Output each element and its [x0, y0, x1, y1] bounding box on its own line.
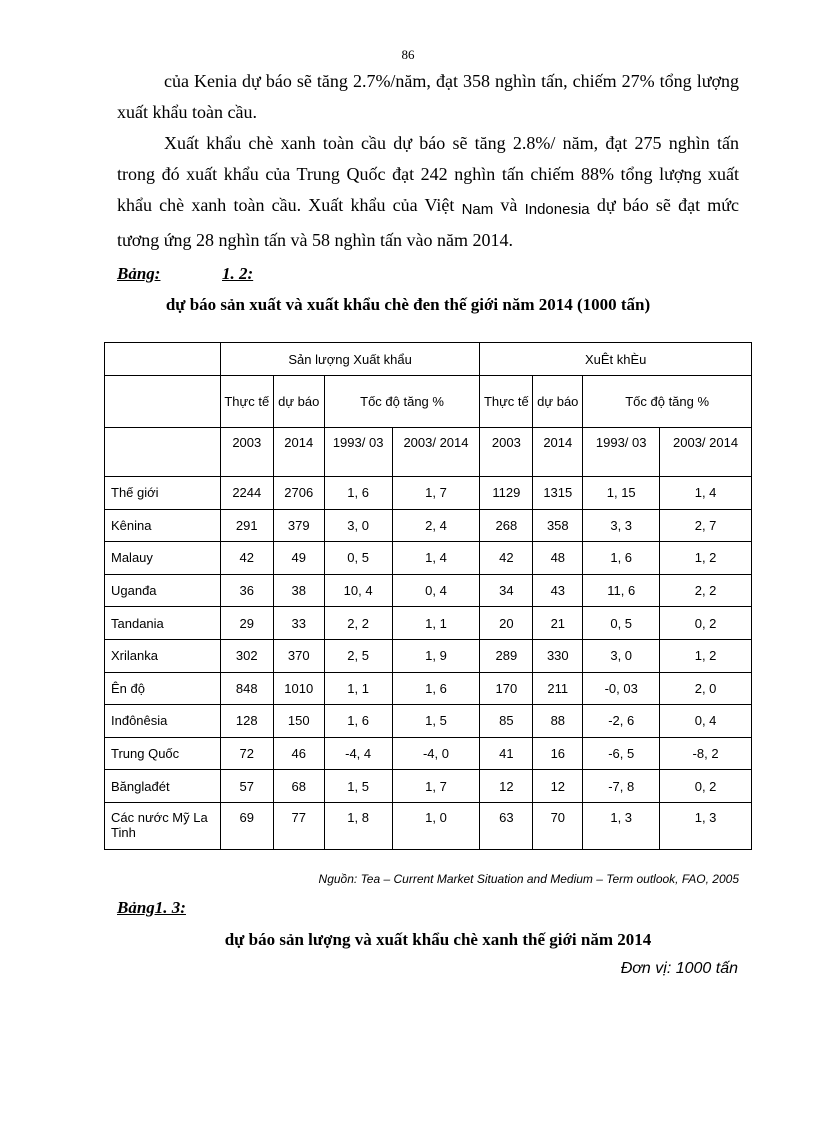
table-cell: 41 — [480, 737, 533, 770]
header-actual: Thực tế — [480, 376, 533, 428]
table2-title: dự báo sản lượng và xuất khẩu chè xanh thế giới năm 2014 — [224, 930, 652, 949]
header-row-years — [105, 428, 752, 477]
table-cell: 72 — [220, 737, 273, 770]
table-cell: 302 — [220, 639, 273, 672]
header-empty-cell — [105, 428, 221, 477]
table-cell: 49 — [273, 542, 324, 575]
table-cell: 1, 0 — [392, 802, 480, 849]
paragraph-green-tea-part2: dự báo sẽ đạt mức tương ứng 28 nghìn tấn và 58 nghìn tấn vào năm 2014. — [117, 195, 739, 250]
table-cell: 3, 0 — [324, 509, 392, 542]
table1-label: Bảng: — [117, 264, 161, 283]
header-export: XuÊt khÈu — [480, 343, 752, 376]
word-indonesia: Indonesia — [524, 201, 590, 218]
table-cell: 29 — [220, 607, 273, 640]
row-name: Trung Quốc — [105, 737, 221, 770]
table-cell: 1, 6 — [324, 705, 392, 738]
year-cell: 2003/ 2014 — [660, 428, 752, 477]
table-cell: 289 — [480, 639, 533, 672]
table-cell: 1010 — [273, 672, 324, 705]
table-cell: 2706 — [273, 477, 324, 510]
table-cell: 128 — [220, 705, 273, 738]
table-cell: 85 — [480, 705, 533, 738]
table-row — [105, 672, 752, 705]
table-cell: 211 — [533, 672, 583, 705]
year-cell: 2003 — [480, 428, 533, 477]
table-cell: 1, 4 — [392, 542, 480, 575]
table-cell: 170 — [480, 672, 533, 705]
table-cell: 21 — [533, 607, 583, 640]
row-name: Ên độ — [105, 672, 221, 705]
table-cell: 0, 2 — [660, 607, 752, 640]
table1-source: Nguồn: Tea – Current Market Situation and Medium – Term outlook, FAO, 2005 — [318, 872, 739, 886]
table-cell: 68 — [273, 770, 324, 803]
word-nam: Nam — [461, 201, 494, 218]
table-cell: 1, 15 — [583, 477, 660, 510]
header-growth-rate: Tốc độ tăng % — [583, 376, 752, 428]
table-cell: 1, 3 — [660, 802, 752, 849]
table-cell: 46 — [273, 737, 324, 770]
table-cell: 70 — [533, 802, 583, 849]
table-cell: 0, 4 — [660, 705, 752, 738]
table-cell: 3, 3 — [583, 509, 660, 542]
table-cell: 370 — [273, 639, 324, 672]
table-cell: -7, 8 — [583, 770, 660, 803]
row-name: Kênina — [105, 509, 221, 542]
table-cell: 1, 2 — [660, 542, 752, 575]
paragraph-green-tea — [117, 128, 739, 256]
table-cell: 1, 7 — [392, 477, 480, 510]
table-cell: 0, 4 — [392, 574, 480, 607]
table-cell: 1129 — [480, 477, 533, 510]
table-cell: 11, 6 — [583, 574, 660, 607]
table2-unit: Đơn vị: 1000 tấn — [620, 960, 738, 977]
header-forecast: dự báo — [533, 376, 583, 428]
table1-title: dự báo sản xuất và xuất khẩu chè đen thế giới năm 2014 (1000 tấn) — [165, 295, 651, 314]
table-cell: 2, 2 — [660, 574, 752, 607]
row-name: Các nước Mỹ La Tinh — [105, 802, 221, 849]
table-cell: 358 — [533, 509, 583, 542]
row-name: Inđônêsia — [105, 705, 221, 738]
year-cell: 1993/ 03 — [583, 428, 660, 477]
paragraph-green-tea-part1: Xuất khẩu chè xanh toàn cầu dự báo sẽ tăng 2.8%/ năm, đạt 275 nghìn tấn trong đó xuất khẩu của Trung Quốc đạt 242 nghìn tấn chiếm 88% tổng lượng xuất khẩu chè xanh toàn cầu. Xuất khẩu của Việt — [117, 133, 739, 215]
row-name: Uganđa — [105, 574, 221, 607]
table-cell: 2, 5 — [324, 639, 392, 672]
paragraph-kenia: của Kenia dự báo sẽ tăng 2.7%/năm, đạt 358 nghìn tấn, chiếm 27% tổng lượng xuất khẩu toàn cầu. — [117, 71, 739, 122]
table-cell: 1, 5 — [324, 770, 392, 803]
table-cell: 1, 5 — [392, 705, 480, 738]
row-name: Thế giới — [105, 477, 221, 510]
table-cell: 1, 6 — [583, 542, 660, 575]
table-cell: 77 — [273, 802, 324, 849]
table-cell: 1, 6 — [324, 477, 392, 510]
header-growth-rate: Tốc độ tăng % — [324, 376, 480, 428]
black-tea-table — [104, 342, 752, 850]
table-cell: 63 — [480, 802, 533, 849]
table-cell: 330 — [533, 639, 583, 672]
table-cell: 1, 1 — [392, 607, 480, 640]
table-row — [105, 574, 752, 607]
table-cell: 34 — [480, 574, 533, 607]
table-row — [105, 509, 752, 542]
table-cell: 848 — [220, 672, 273, 705]
word-va: và — [493, 195, 525, 215]
table-cell: 57 — [220, 770, 273, 803]
table-cell: 268 — [480, 509, 533, 542]
table-cell: 1, 1 — [324, 672, 392, 705]
table-cell: 36 — [220, 574, 273, 607]
table-cell: 2, 0 — [660, 672, 752, 705]
table-cell: 20 — [480, 607, 533, 640]
table-cell: 1, 7 — [392, 770, 480, 803]
header-production-export: Sản lượng Xuất khẩu — [220, 343, 480, 376]
table-row — [105, 705, 752, 738]
year-cell: 1993/ 03 — [324, 428, 392, 477]
table-cell: 150 — [273, 705, 324, 738]
table-cell: 1315 — [533, 477, 583, 510]
table-cell: 38 — [273, 574, 324, 607]
table-row — [105, 607, 752, 640]
table-cell: 1, 8 — [324, 802, 392, 849]
table-cell: 48 — [533, 542, 583, 575]
table-cell: 2, 7 — [660, 509, 752, 542]
table-row — [105, 542, 752, 575]
table-row — [105, 639, 752, 672]
header-actual: Thực tế — [220, 376, 273, 428]
table-cell: -2, 6 — [583, 705, 660, 738]
table-row — [105, 737, 752, 770]
header-empty-cell — [105, 376, 221, 428]
table-cell: -0, 03 — [583, 672, 660, 705]
table-cell: 1, 6 — [392, 672, 480, 705]
table-cell: 12 — [480, 770, 533, 803]
header-row-groups — [105, 343, 752, 376]
table-cell: -4, 4 — [324, 737, 392, 770]
row-name: Xrilanka — [105, 639, 221, 672]
table-cell: 1, 9 — [392, 639, 480, 672]
table-cell: -6, 5 — [583, 737, 660, 770]
table-cell: 12 — [533, 770, 583, 803]
table-cell: 3, 0 — [583, 639, 660, 672]
table-cell: 1, 3 — [583, 802, 660, 849]
table-body — [105, 477, 752, 850]
table-cell: 10, 4 — [324, 574, 392, 607]
table-cell: 42 — [480, 542, 533, 575]
table-cell: 42 — [220, 542, 273, 575]
table-row — [105, 802, 752, 849]
table-cell: -4, 0 — [392, 737, 480, 770]
year-cell: 2014 — [273, 428, 324, 477]
table-row — [105, 477, 752, 510]
table-cell: 33 — [273, 607, 324, 640]
page-number: 86 — [401, 47, 415, 62]
table-cell: 291 — [220, 509, 273, 542]
table2-label: Bảng1. 3: — [117, 898, 186, 917]
table-cell: 379 — [273, 509, 324, 542]
year-cell: 2014 — [533, 428, 583, 477]
header-forecast: dự báo — [273, 376, 324, 428]
year-cell: 2003/ 2014 — [392, 428, 480, 477]
row-name: Bănglađét — [105, 770, 221, 803]
table-cell: -8, 2 — [660, 737, 752, 770]
table-cell: 1, 2 — [660, 639, 752, 672]
table-cell: 1, 4 — [660, 477, 752, 510]
year-cell: 2003 — [220, 428, 273, 477]
table-cell: 0, 5 — [324, 542, 392, 575]
table-cell: 2, 4 — [392, 509, 480, 542]
table-row — [105, 770, 752, 803]
row-name: Malauy — [105, 542, 221, 575]
table-cell: 43 — [533, 574, 583, 607]
row-name: Tandania — [105, 607, 221, 640]
header-row-subgroups — [105, 376, 752, 428]
table-cell: 2, 2 — [324, 607, 392, 640]
table-cell: 0, 5 — [583, 607, 660, 640]
table1-number: 1. 2: — [222, 264, 254, 283]
table-cell: 69 — [220, 802, 273, 849]
table-cell: 88 — [533, 705, 583, 738]
table-cell: 0, 2 — [660, 770, 752, 803]
header-empty-cell — [105, 343, 221, 376]
table-cell: 16 — [533, 737, 583, 770]
table-cell: 2244 — [220, 477, 273, 510]
